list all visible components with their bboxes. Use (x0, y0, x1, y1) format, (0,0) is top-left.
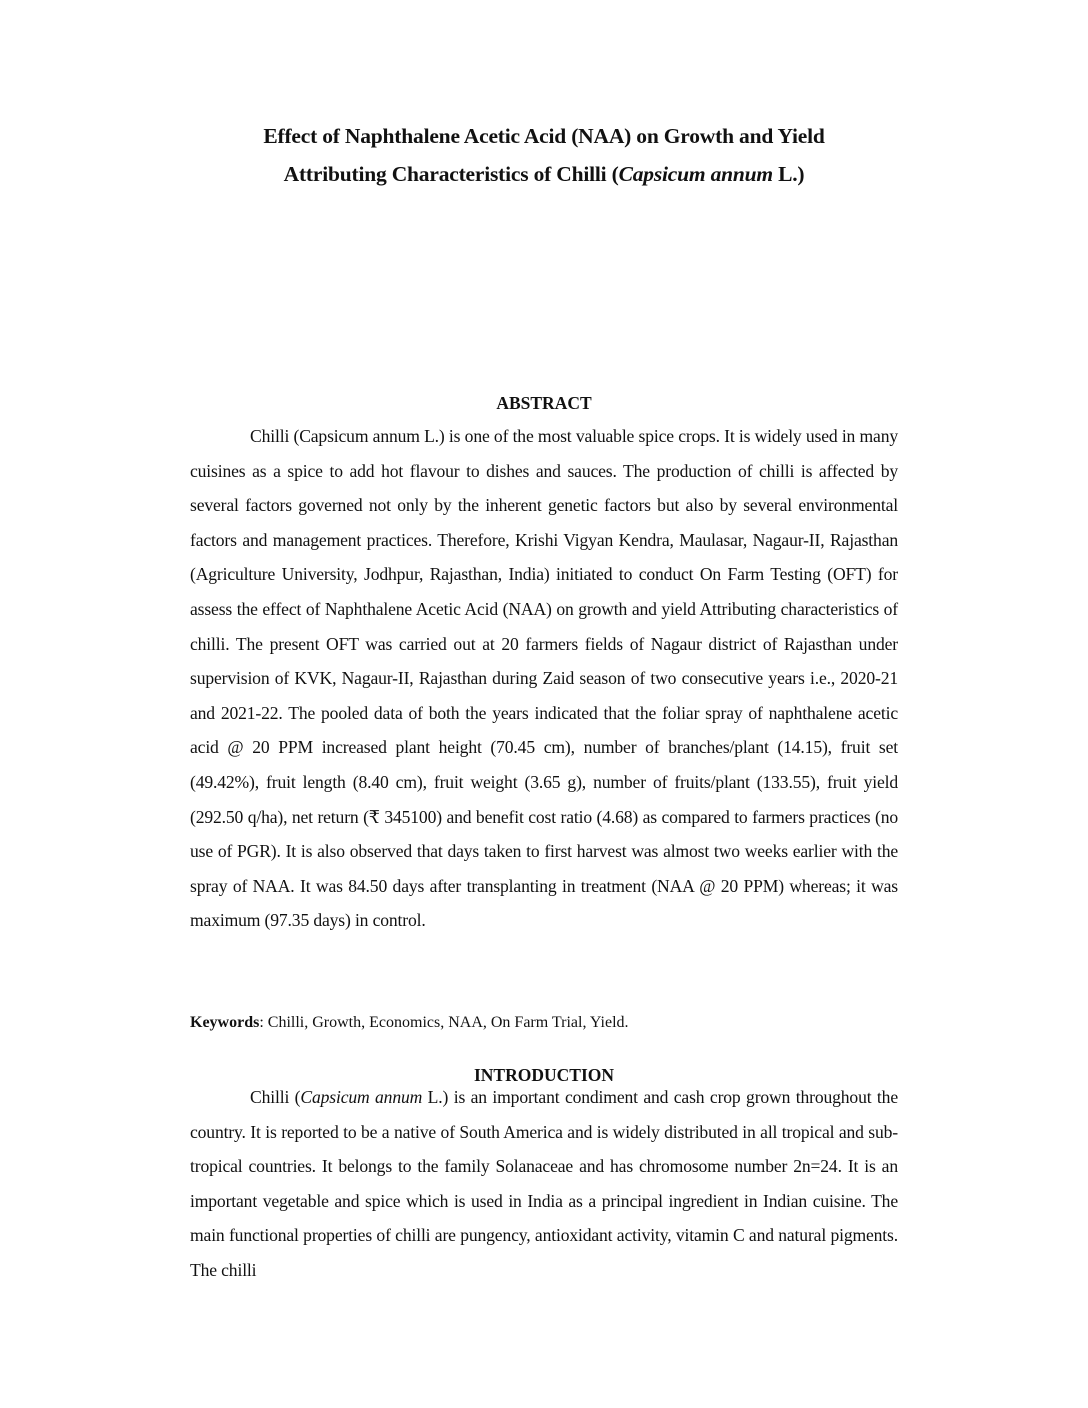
keywords-line (190, 1012, 898, 1034)
title-line-2-prefix: Attributing Characteristics of Chilli ( (283, 162, 619, 186)
intro-species-name: Capsicum annum (300, 1087, 423, 1107)
abstract-heading: ABSTRACT (496, 393, 592, 413)
intro-prefix: Chilli ( (250, 1087, 301, 1107)
introduction-heading: INTRODUCTION (473, 1065, 615, 1085)
intro-rest: L.) is an important condiment and cash crop grown throughout the country. It is reported to be a native of South America and is widely distributed in all tropical and sub-tropical countries. It belongs to the family Solanaceae and has chromosome number 2n=24. It is an important vegetable and spice which is used in India as a principal ingredient in Indian cuisine. The main functional properties of chilli are pungency, antioxidant activity, vitamin C and natural pigments. The chilli (190, 1087, 898, 1280)
title-line-1: Effect of Naphthalene Acetic Acid (NAA) on Growth and Yield (263, 124, 825, 148)
abstract-body: Chilli (Capsicum annum L.) is one of the most valuable spice crops. It is widely used in many cuisines as a spice to add hot flavour to dishes and sauces. The production of chilli is affected by several factors governed not only by the inherent genetic factors but also by several environmental factors and management practices. Therefore, Krishi Vigyan Kendra, Maulasar, Nagaur-II, Rajasthan (Agriculture University, Jodhpur, Rajasthan, India) initiated to conduct On Farm Testing (OFT) for assess the effect of Naphthalene Acetic Acid (NAA) on growth and yield Attributing characteristics of chilli. The present OFT was carried out at 20 farmers fields of Nagaur district of Rajasthan under supervision of KVK, Nagaur-II, Rajasthan during Zaid season of two consecutive years i.e., 2020-21 and 2021-22. The pooled data of both the years indicated that the foliar spray of naphthalene acetic acid @ 20 PPM increased plant height (70.45 cm), number of branches/plant (14.15), fruit set (49.42%), fruit length (8.40 cm), fruit weight (3.65 g), number of fruits/plant (133.55), fruit yield (292.50 q/ha), net return (₹ 345100) and benefit cost ratio (4.68) as compared to farmers practices (no use of PGR). It is also observed that days taken to first harvest was almost two weeks earlier with the spray of NAA. It was 84.50 days after transplanting in treatment (NAA @ 20 PPM) whereas; it was maximum (97.35 days) in control. (190, 426, 898, 931)
title-species-name: Capsicum annum (618, 162, 773, 186)
introduction-body (190, 1080, 898, 1288)
keywords-values: Chilli, Growth, Economics, NAA, On Farm Trial, Yield. (267, 1014, 629, 1031)
keywords-separator: : (259, 1014, 268, 1031)
keywords-label: Keywords (190, 1014, 260, 1031)
paper-title (150, 117, 938, 193)
title-line-2-suffix: L.) (772, 162, 805, 186)
title-line-2 (150, 155, 938, 193)
